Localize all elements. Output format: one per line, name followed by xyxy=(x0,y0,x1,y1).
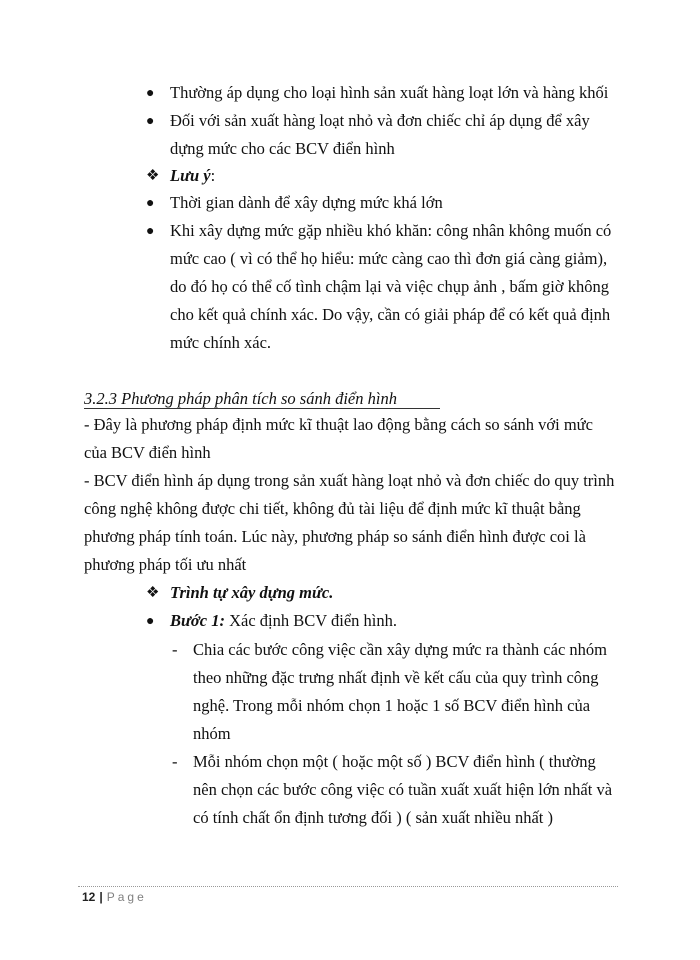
dash-item-text: Mỗi nhóm chọn một ( hoặc một số ) BCV điển hình ( thường xyxy=(193,752,596,771)
step1-text: Xác định BCV điển hình. xyxy=(224,611,397,630)
bullet-text: Thường áp dụng cho loại hình sản xuất hàng loạt lớn và hàng khối xyxy=(170,83,609,102)
dash-item-text: nhóm xyxy=(193,724,231,743)
note-colon: : xyxy=(210,166,216,185)
paragraph-line: - BCV điển hình áp dụng trong sản xuất hàng loạt nhỏ và đơn chiếc do quy trình xyxy=(84,471,615,490)
bullet-text: cho kết quả chính xác. Do vậy, cần có giải pháp để có kết quả định xyxy=(170,305,611,324)
bullet-icon: ● xyxy=(146,114,155,129)
page-word: Page xyxy=(106,890,147,904)
paragraph-line: công nghệ không được chi tiết, không đủ tài liệu để định mức kĩ thuật bằng xyxy=(84,499,581,518)
diamond-bullet-icon: ❖ xyxy=(146,168,160,184)
bullet-text: Đối với sản xuất hàng loạt nhỏ và đơn chiếc chỉ áp dụng để xây xyxy=(170,111,590,130)
bullet-text: Khi xây dựng mức gặp nhiều khó khăn: công nhân không muốn có xyxy=(170,221,612,240)
bullet-text: Thời gian dành để xây dựng mức khá lớn xyxy=(170,193,443,212)
bullet-icon: ● xyxy=(146,196,155,211)
page-number: 12 xyxy=(82,890,96,904)
paragraph-line: - Đây là phương pháp định mức kĩ thuật lao động bằng cách so sánh với mức xyxy=(84,415,593,434)
bullet-icon: ● xyxy=(146,614,155,629)
bullet-text: dựng mức cho các BCV điển hình xyxy=(170,139,395,158)
heading-underline xyxy=(84,408,440,409)
dash-item-text: Chia các bước công việc cần xây dựng mức ra thành các nhóm xyxy=(193,640,607,659)
bullet-text: mức cao ( vì có thể họ hiểu: mức càng cao thì đơn giá càng giảm), xyxy=(170,249,608,268)
dash-item-text: theo những đặc trưng nhất định về kết cấu của quy trình công xyxy=(193,668,599,687)
step-line xyxy=(170,611,397,631)
note-label: Lưu ý xyxy=(170,166,211,185)
section-heading: 3.2.3 Phương pháp phân tích so sánh điển hình xyxy=(84,389,397,408)
paragraph-line: phương pháp tối ưu nhất xyxy=(84,555,247,574)
page-footer xyxy=(82,889,147,905)
dash-bullet-icon: - xyxy=(172,640,178,659)
note-heading xyxy=(170,166,215,186)
diamond-bullet-icon: ❖ xyxy=(146,585,160,601)
footer-rule xyxy=(78,886,618,887)
bullet-icon: ● xyxy=(146,224,155,239)
dash-item-text: nên chọn các bước công việc có tuần xuất xuất hiện lớn nhất và xyxy=(193,780,613,799)
dash-item-text: nghệ. Trong mỗi nhóm chọn 1 hoặc 1 số BCV điển hình của xyxy=(193,696,591,715)
dash-bullet-icon: - xyxy=(172,752,178,771)
procedure-heading: Trình tự xây dựng mức. xyxy=(170,583,334,602)
footer-separator: | xyxy=(99,890,103,904)
bullet-icon: ● xyxy=(146,86,155,101)
bullet-text: do đó họ có thể cố tình chậm lại và việc chụp ảnh , bấm giờ không xyxy=(170,277,609,296)
dash-item-text: có tính chất ổn định tương đối ) ( sản xuất nhiều nhất ) xyxy=(193,808,553,827)
paragraph-line: phương pháp tính toán. Lúc này, phương pháp so sánh điển hình được coi là xyxy=(84,527,586,546)
paragraph-line: của BCV điển hình xyxy=(84,443,211,462)
bullet-text: mức chính xác. xyxy=(170,333,272,352)
step1-label: Bước 1: xyxy=(170,611,225,630)
